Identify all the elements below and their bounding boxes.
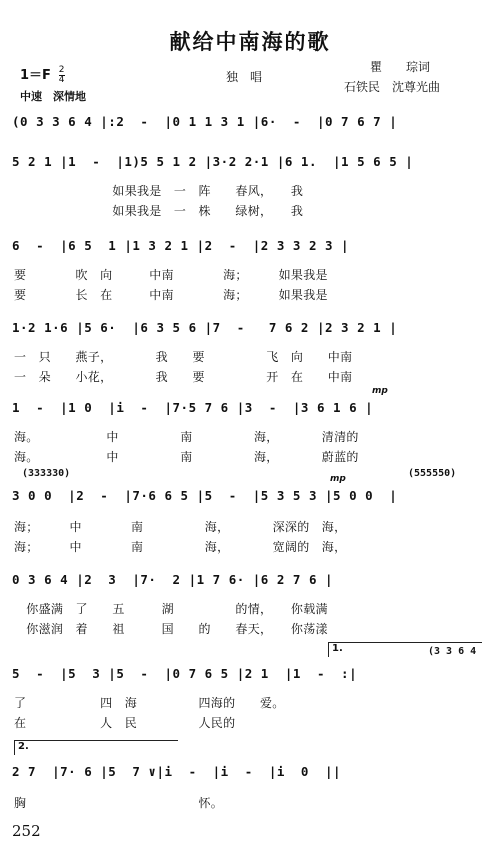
alt-notation-right: (555550) [408,468,457,479]
key-label: 1＝F [20,68,51,83]
lyric-verse-1: 一 只 燕子， 我 要 飞 向 中南 [14,350,353,364]
staff-row-3 [12,236,490,260]
staff-row-6 [12,486,490,510]
lyric-verse-1: 你盛满 了 五 湖 的情， 你载满 [14,602,328,616]
lyric-verse-2: 一 朵 小花， 我 要 开 在 中南 [14,370,353,384]
notation-line: 5 - |5 3 |5 - |0 7 6 5 |2 1 |1 - :| [12,666,358,681]
key-signature [20,64,65,85]
lyric-verse-1: 胸 怀。 [14,796,224,810]
lyric-verse-2: 如果我是 一 株 绿树， 我 [14,204,304,218]
lyric-verse-1: 海； 中 南 海， 深深的 海， [14,520,347,534]
page-number: 252 [12,822,41,840]
staff-row-4 [12,318,490,342]
second-ending-bracket [14,740,178,755]
first-ending-label: 1. [332,643,343,654]
lyric-verse-2: 在 人 民 人民的 [14,716,236,730]
second-ending-label: 2. [18,741,29,752]
tempo-marking: 中速 深情地 [20,90,86,103]
time-signature [59,66,65,85]
staff-row-8 [12,664,490,688]
performance-style: 独 唱 [226,70,263,84]
lyric-verse-2: 海； 中 南 海， 宽阔的 海， [14,540,347,554]
dynamic-mp: mp [330,474,346,484]
lyric-verse-2: 你滋润 着 祖 国 的 春天， 你荡漾 [14,622,328,636]
notation-line: 3 0 0 |2 - |7·6 6 5 |5 - |5 3 5 3 |5 0 0 | [12,488,398,503]
lyric-verse-1: 海。 中 南 海， 清清的 [14,430,359,444]
notation-line: 5 2 1 |1 - |1)5 5 1 2 |3·2 2·1 |6 1. |1 5 6 5 | [12,154,414,169]
staff-row-5 [12,398,490,422]
notation-line: 6 - |6 5 1 |1 3 2 1 |2 - |2 3 3 2 3 | [12,238,350,253]
staff-row-9 [12,762,490,786]
staff-row-2 [12,152,490,176]
time-bottom: 4 [58,75,65,85]
notation-line: 1 - |1 0 |i - |7·5 7 6 |3 - |3 6 1 6 | [12,400,374,415]
song-title: 献给中南海的歌 [169,29,331,54]
lyric-verse-2: 海。 中 南 海， 蔚蓝的 [14,450,359,464]
lyric-verse-1: 要 吹 向 中南 海； 如果我是 [14,268,328,282]
notation-line: (0 3 3 6 4 |:2 - |0 1 1 3 1 |6· - |0 7 6 7 | [12,114,398,129]
lyricist-credit: 瞿 琮词 [370,60,431,74]
repeat-pickup-notation: (3 3 6 4 [428,646,477,657]
lyric-verse-1: 如果我是 一 阵 春风， 我 [14,184,304,198]
dynamic-mp: mp [372,386,388,396]
notation-line: 2 7 |7· 6 |5 7 ∨|i - |i - |i 0 || [12,764,342,779]
lyric-verse-2: 要 长 在 中南 海； 如果我是 [14,288,328,302]
time-top: 2 [58,65,65,75]
lyric-verse-1: 了 四 海 四海的 爱。 [14,696,285,710]
alt-notation-left: (333330) [22,468,71,479]
staff-row-7 [12,570,490,594]
composer-credit: 石铁民 沈尊光曲 [344,80,441,94]
notation-line: 1·2 1·6 |5 6· |6 3 5 6 |7 - 7 6 2 |2 3 2 1 | [12,320,398,335]
staff-row-1 [12,112,490,136]
notation-line: 0 3 6 4 |2 3 |7· 2 |1 7 6· |6 2 7 6 | [12,572,334,587]
